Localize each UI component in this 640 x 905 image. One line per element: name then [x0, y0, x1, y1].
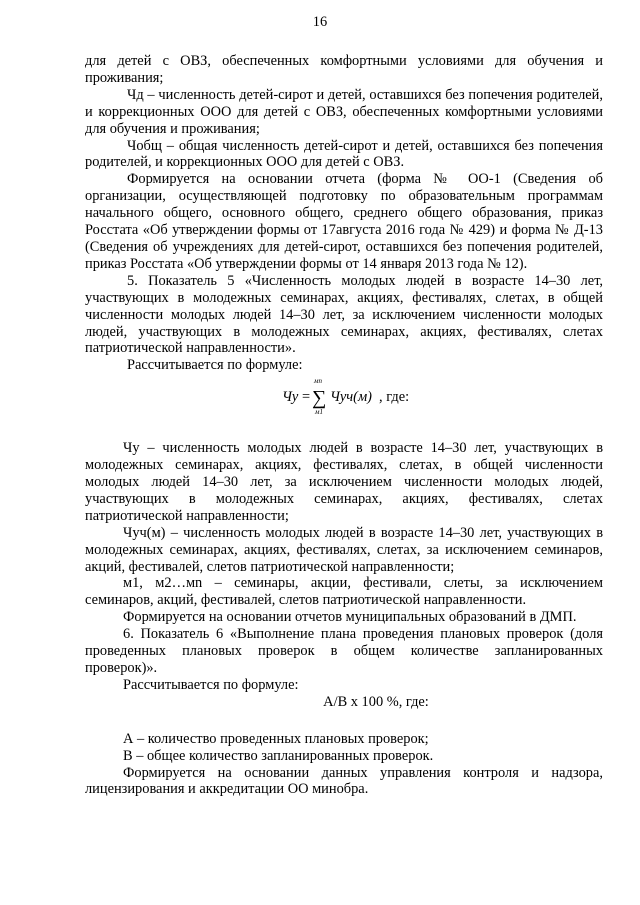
final-line: Формируется на основании данных управления контроля и надзора, лицензирования и аккредитации ОО минобра. [85, 764, 603, 798]
final-line: А – количество проведенных плановых проверок; [123, 730, 429, 747]
spacer [85, 711, 603, 731]
definition: Чу – численность молодых людей в возрасте 14–30 лет, участвующих в молодежных семинарах, акциях, фестивалях, слетах, в общей численности молодых людей 14–30 лет, за исключением численности молодых людей, участвующих в молодежных семинарах, акциях, фестивалях, слетах патриотической направленности; [85, 440, 603, 524]
formula-lhs: Чу [282, 389, 299, 406]
formula-sum [85, 377, 603, 417]
definition: м1, м2…мn – семинары, акции, фестивали, слеты, за исключением семинаров, акций, фестивалей, слетов патриотической направленности. [85, 575, 603, 609]
spacer [85, 417, 603, 440]
definition: Формируется на основании отчетов муниципальных образований в ДМП. [123, 609, 577, 626]
formula-svg [282, 377, 422, 417]
formula-term: Чуч(м) [330, 389, 372, 406]
formula-percent: А/В х 100 %, где: [323, 693, 429, 710]
definition: Рассчитывается по формуле: [123, 676, 299, 693]
paragraph: для детей с ОВЗ, обеспеченных комфортными условиями для обучения и проживания; [85, 53, 603, 86]
definition: Чуч(м) – численность молодых людей в возрасте 14–30 лет, участвующих в молодежных семинарах, акциях, фестивалях, слетах, за исключением семинаров, акций, фестивалей, слетов патриотической направленности; [85, 524, 603, 575]
formula-suffix: , где: [379, 389, 410, 406]
sum-upper-limit: мn [314, 377, 322, 386]
paragraph: Формируется на основании отчета (форма № ОО-1 (Сведения об организации, осуществляющей подготовку по образовательным программам начального общего, основного общего, среднего общего образования, приказ Росстата «Об утверждении формы от 17августа 2016 года № 429) и форма № Д-13 (Сведения об учреждениях для детей-сирот, оставшихся без попечения родителей, приказ Росстата «Об утверждении формы от 14 января 2013 года № 12). [85, 171, 603, 272]
text-column [85, 53, 603, 798]
page-number: 16 [312, 14, 328, 30]
sigma-symbol: ∑ [312, 387, 327, 410]
definition: 6. Показатель 6 «Выполнение плана проведения плановых проверок (доля проведенных плановых проверок в общем количестве запланированных проверок)». [85, 626, 603, 676]
paragraph: 5. Показатель 5 «Численность молодых людей в возрасте 14–30 лет, участвующих в молодежных семинарах, акциях, фестивалях, слетах, в общей численности молодых людей 14–30 лет, за исключением численности молодых людей, участвующих в молодежных семинарах, акциях, фестивалях, слетах патриотической направленности». [85, 272, 603, 357]
sum-lower-limit: м1 [315, 408, 323, 417]
paragraph: Чд – численность детей-сирот и детей, оставшихся без попечения родителей, и коррекционных ООО для детей с ОВЗ, обеспеченных комфортными условиями для обучения и проживания; [85, 86, 603, 137]
paragraph: Рассчитывается по формуле: [127, 357, 303, 374]
formula-equals: = [302, 389, 311, 406]
paragraph: Чобщ – общая численность детей-сирот и детей, оставшихся без попечения родителей, и коррекционных ООО для детей с ОВЗ. [85, 137, 603, 171]
final-line: В – общее количество запланированных проверок. [123, 747, 434, 764]
